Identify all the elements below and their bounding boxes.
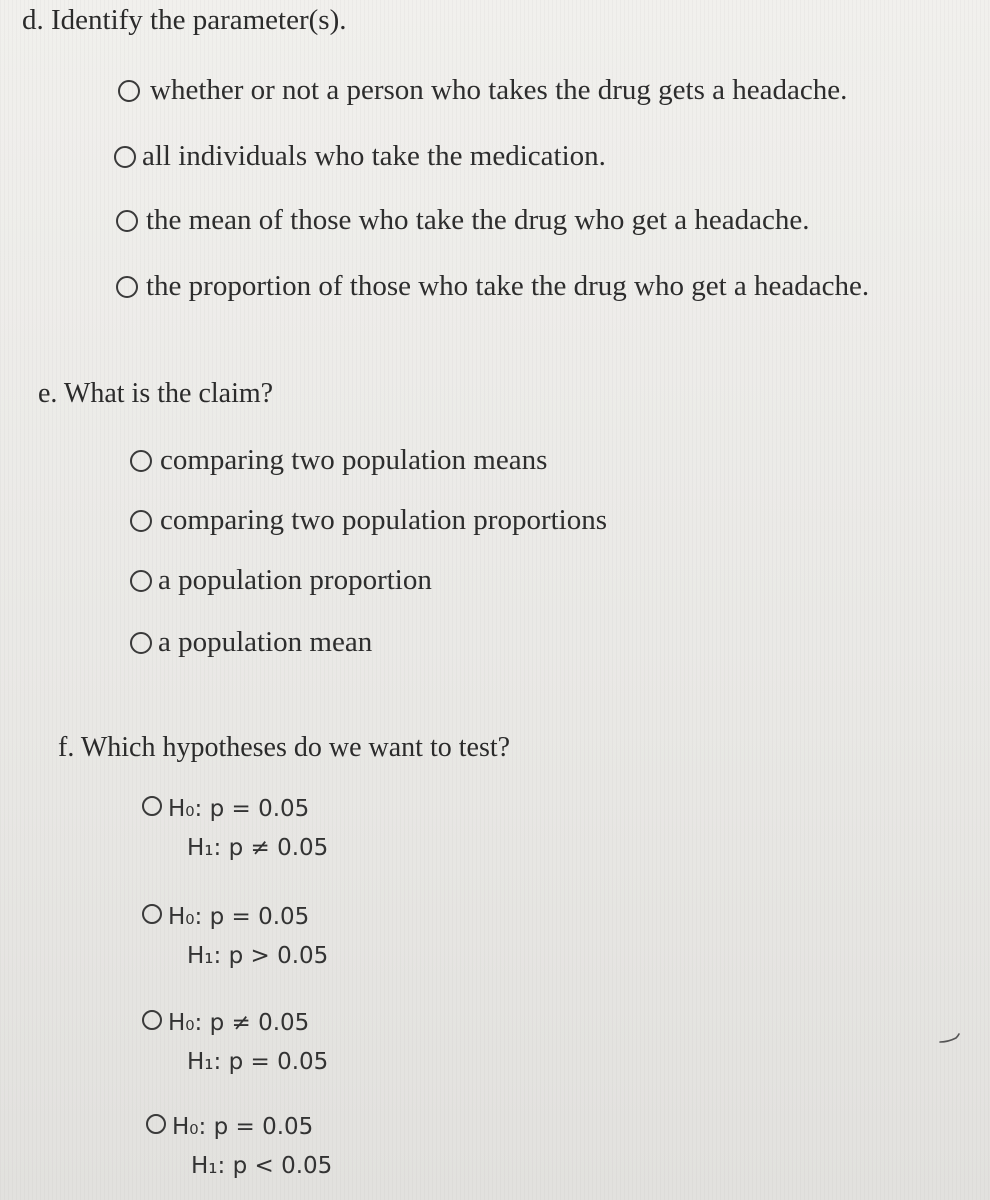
question-e-heading: e. What is the claim? (38, 378, 274, 409)
question-f-option-3[interactable] (142, 1004, 328, 1082)
question-e-option-1-label: comparing two population means (160, 444, 548, 476)
question-f-heading: f. Which hypotheses do we want to test? (58, 732, 511, 763)
alternative-hypothesis: H₁: p ≠ 0.05 (187, 835, 329, 861)
stray-mark-icon (938, 1030, 962, 1046)
radio-button[interactable] (118, 80, 140, 102)
question-d-option-3[interactable] (116, 204, 810, 237)
null-hypothesis: H₀: p ≠ 0.05 (168, 1010, 310, 1036)
question-d-option-1[interactable] (118, 74, 847, 107)
question-d-heading: d. Identify the parameter(s). (22, 4, 347, 36)
question-e-option-3[interactable] (130, 564, 432, 597)
radio-button[interactable] (130, 570, 152, 592)
radio-button[interactable] (114, 146, 136, 168)
radio-button[interactable] (130, 510, 152, 532)
radio-button[interactable] (142, 904, 162, 924)
question-e-option-2-label: comparing two population proportions (160, 504, 608, 536)
question-d-option-4[interactable] (116, 270, 869, 303)
radio-button[interactable] (142, 1010, 162, 1030)
question-f-option-2[interactable] (142, 898, 328, 976)
question-e-option-2[interactable] (130, 504, 607, 537)
question-f-option-1[interactable] (142, 790, 328, 868)
question-e-option-1[interactable] (130, 444, 547, 477)
radio-button[interactable] (146, 1114, 166, 1134)
question-d-option-1-label: whether or not a person who takes the drug gets a headache. (150, 74, 848, 106)
question-e-option-4-label: a population mean (158, 626, 373, 658)
question-d-option-2[interactable] (114, 140, 606, 173)
null-hypothesis: H₀: p = 0.05 (168, 904, 310, 930)
alternative-hypothesis: H₁: p = 0.05 (187, 1049, 329, 1075)
alternative-hypothesis: H₁: p < 0.05 (191, 1153, 333, 1179)
radio-button[interactable] (116, 210, 138, 232)
radio-button[interactable] (130, 632, 152, 654)
question-f-option-4[interactable] (146, 1108, 332, 1186)
radio-button[interactable] (116, 276, 138, 298)
alternative-hypothesis: H₁: p > 0.05 (187, 943, 329, 969)
radio-button[interactable] (130, 450, 152, 472)
question-d-option-3-label: the mean of those who take the drug who get a headache. (146, 204, 810, 236)
question-d-option-4-label: the proportion of those who take the drug who get a headache. (146, 270, 870, 302)
null-hypothesis: H₀: p = 0.05 (172, 1114, 314, 1140)
question-e-option-3-label: a population proportion (158, 564, 432, 596)
radio-button[interactable] (142, 796, 162, 816)
question-d-option-2-label: all individuals who take the medication. (142, 140, 606, 172)
null-hypothesis: H₀: p = 0.05 (168, 796, 310, 822)
question-e-option-4[interactable] (130, 626, 372, 659)
